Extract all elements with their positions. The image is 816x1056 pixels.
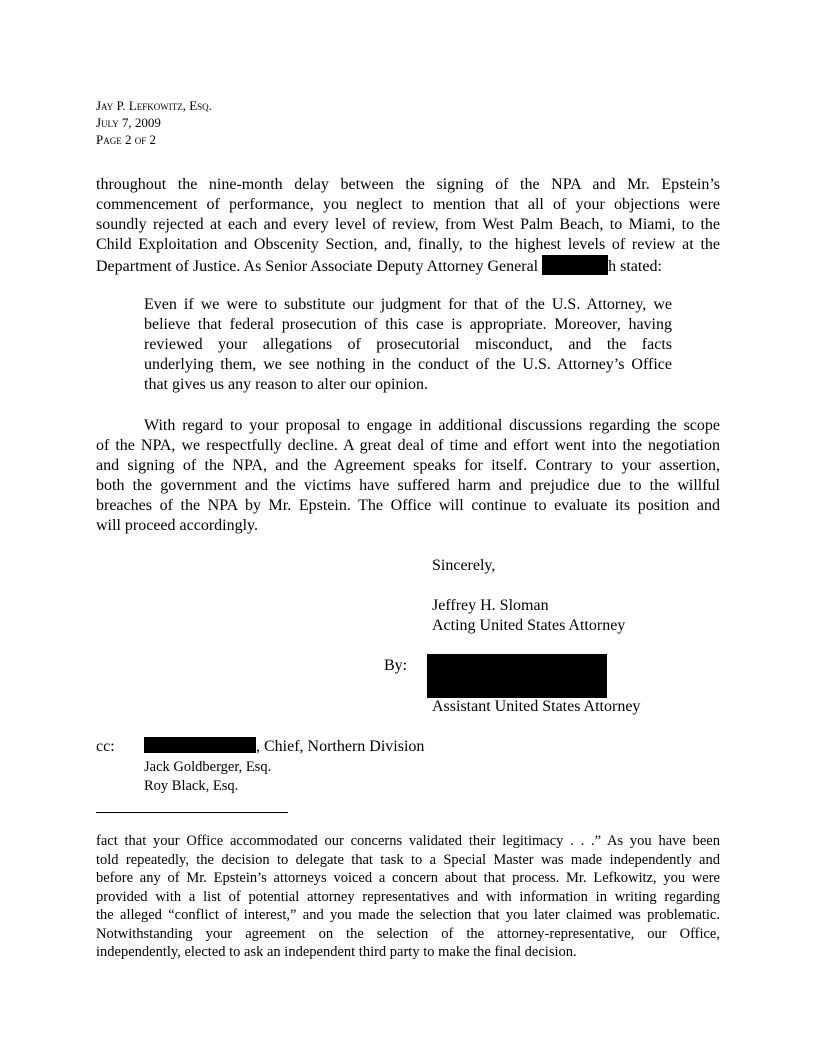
redaction-box [144, 737, 256, 753]
paragraph-line: Child Exploitation and Obscenity Section, and, finally, to the highest levels of review at the [96, 236, 720, 253]
signatory-title: Acting United States Attorney [432, 617, 626, 634]
paragraph-2 [96, 416, 720, 536]
footnote-line: Notwithstanding your agreement on the selection of the attorney-representative, our Office, [96, 925, 720, 942]
cc-label: cc: [96, 738, 115, 755]
paragraph-line: commencement of performance, you neglect to mention that all of your objections were [96, 196, 720, 213]
signer-title-block [432, 697, 640, 717]
signer-title: Assistant United States Attorney [432, 698, 641, 715]
paragraph-line-text: Department of Justice. As Senior Associate Deputy Attorney General [96, 258, 543, 275]
footnote-line: before any of Mr. Epstein’s attorneys voiced a concern about that process. Mr. Lefkowitz, you were [96, 870, 720, 886]
page-header [96, 97, 212, 148]
cc-list [144, 758, 271, 796]
by-label: By: [384, 657, 408, 674]
paragraph-line: of the NPA, we respectfully decline. A great deal of time and effort went into the negotiation [96, 437, 720, 454]
block-quote [144, 295, 672, 395]
header-recipient: Jay P. Lefkowitz, Esq. [96, 98, 212, 113]
signature-redaction-box [427, 654, 607, 698]
closing [432, 556, 495, 576]
quote-line: that gives us any reason to alter our opinion. [144, 376, 428, 393]
header-page-number: Page 2 of 2 [96, 132, 156, 147]
paragraph-line: both the government and the victims have suffered harm and prejudice due to the willful [96, 477, 720, 494]
paragraph-line-text: h stated: [608, 258, 662, 275]
footnote-line: independently, elected to ask an independent third party to make the final decision. [96, 944, 577, 960]
cc-first-suffix: , Chief, Northern Division [256, 738, 425, 755]
paragraph-line: soundly rejected at each and every level of review, from West Palm Beach, to Miami, to the [96, 216, 720, 233]
footnote-line: told repeatedly, the decision to delegate that task to a Special Master was made independently and [96, 851, 720, 868]
quote-line: reviewed your allegations of prosecutorial misconduct, and the facts [144, 336, 672, 353]
cc-first-recipient [144, 737, 424, 757]
paragraph-line-last [96, 255, 720, 277]
footnote [96, 832, 720, 962]
quote-line: underlying them, we see nothing in the conduct of the U.S. Attorney’s Office [144, 356, 672, 373]
footnote-line: the alleged “conflict of interest,” and you made the selection that you later claimed was problematic. [96, 907, 720, 923]
cc-recipient: Roy Black, Esq. [144, 778, 239, 794]
paragraph-1 [96, 175, 720, 277]
paragraph-line: will proceed accordingly. [96, 517, 259, 534]
paragraph-line: breaches of the NPA by Mr. Epstein. The Office will continue to evaluate its position and [96, 497, 720, 514]
closing-text: Sincerely, [432, 557, 496, 574]
footnote-line: fact that your Office accommodated our concerns validated their legitimacy . . .” As you have been [96, 833, 720, 849]
quote-line: believe that federal prosecution of this case is appropriate. Moreover, having [144, 316, 672, 333]
cc-recipient: Jack Goldberger, Esq. [144, 759, 272, 775]
paragraph-line: and signing of the NPA, and the Agreement speaks for itself. Contrary to your assertion, [96, 457, 720, 474]
redaction-box [542, 255, 608, 275]
paragraph-line: With regard to your proposal to engage in additional discussions regarding the scope [144, 417, 720, 434]
header-date: July 7, 2009 [96, 115, 161, 130]
signatory-name: Jeffrey H. Sloman [432, 597, 549, 614]
quote-line: Even if we were to substitute our judgment for that of the U.S. Attorney, we [144, 296, 672, 313]
signatory [432, 596, 625, 636]
paragraph-line: throughout the nine-month delay between the signing of the NPA and Mr. Epstein’s [96, 176, 720, 193]
footnote-line: provided with a list of potential attorney representatives and with information in writing regarding [96, 888, 720, 905]
footnote-divider [96, 812, 288, 813]
